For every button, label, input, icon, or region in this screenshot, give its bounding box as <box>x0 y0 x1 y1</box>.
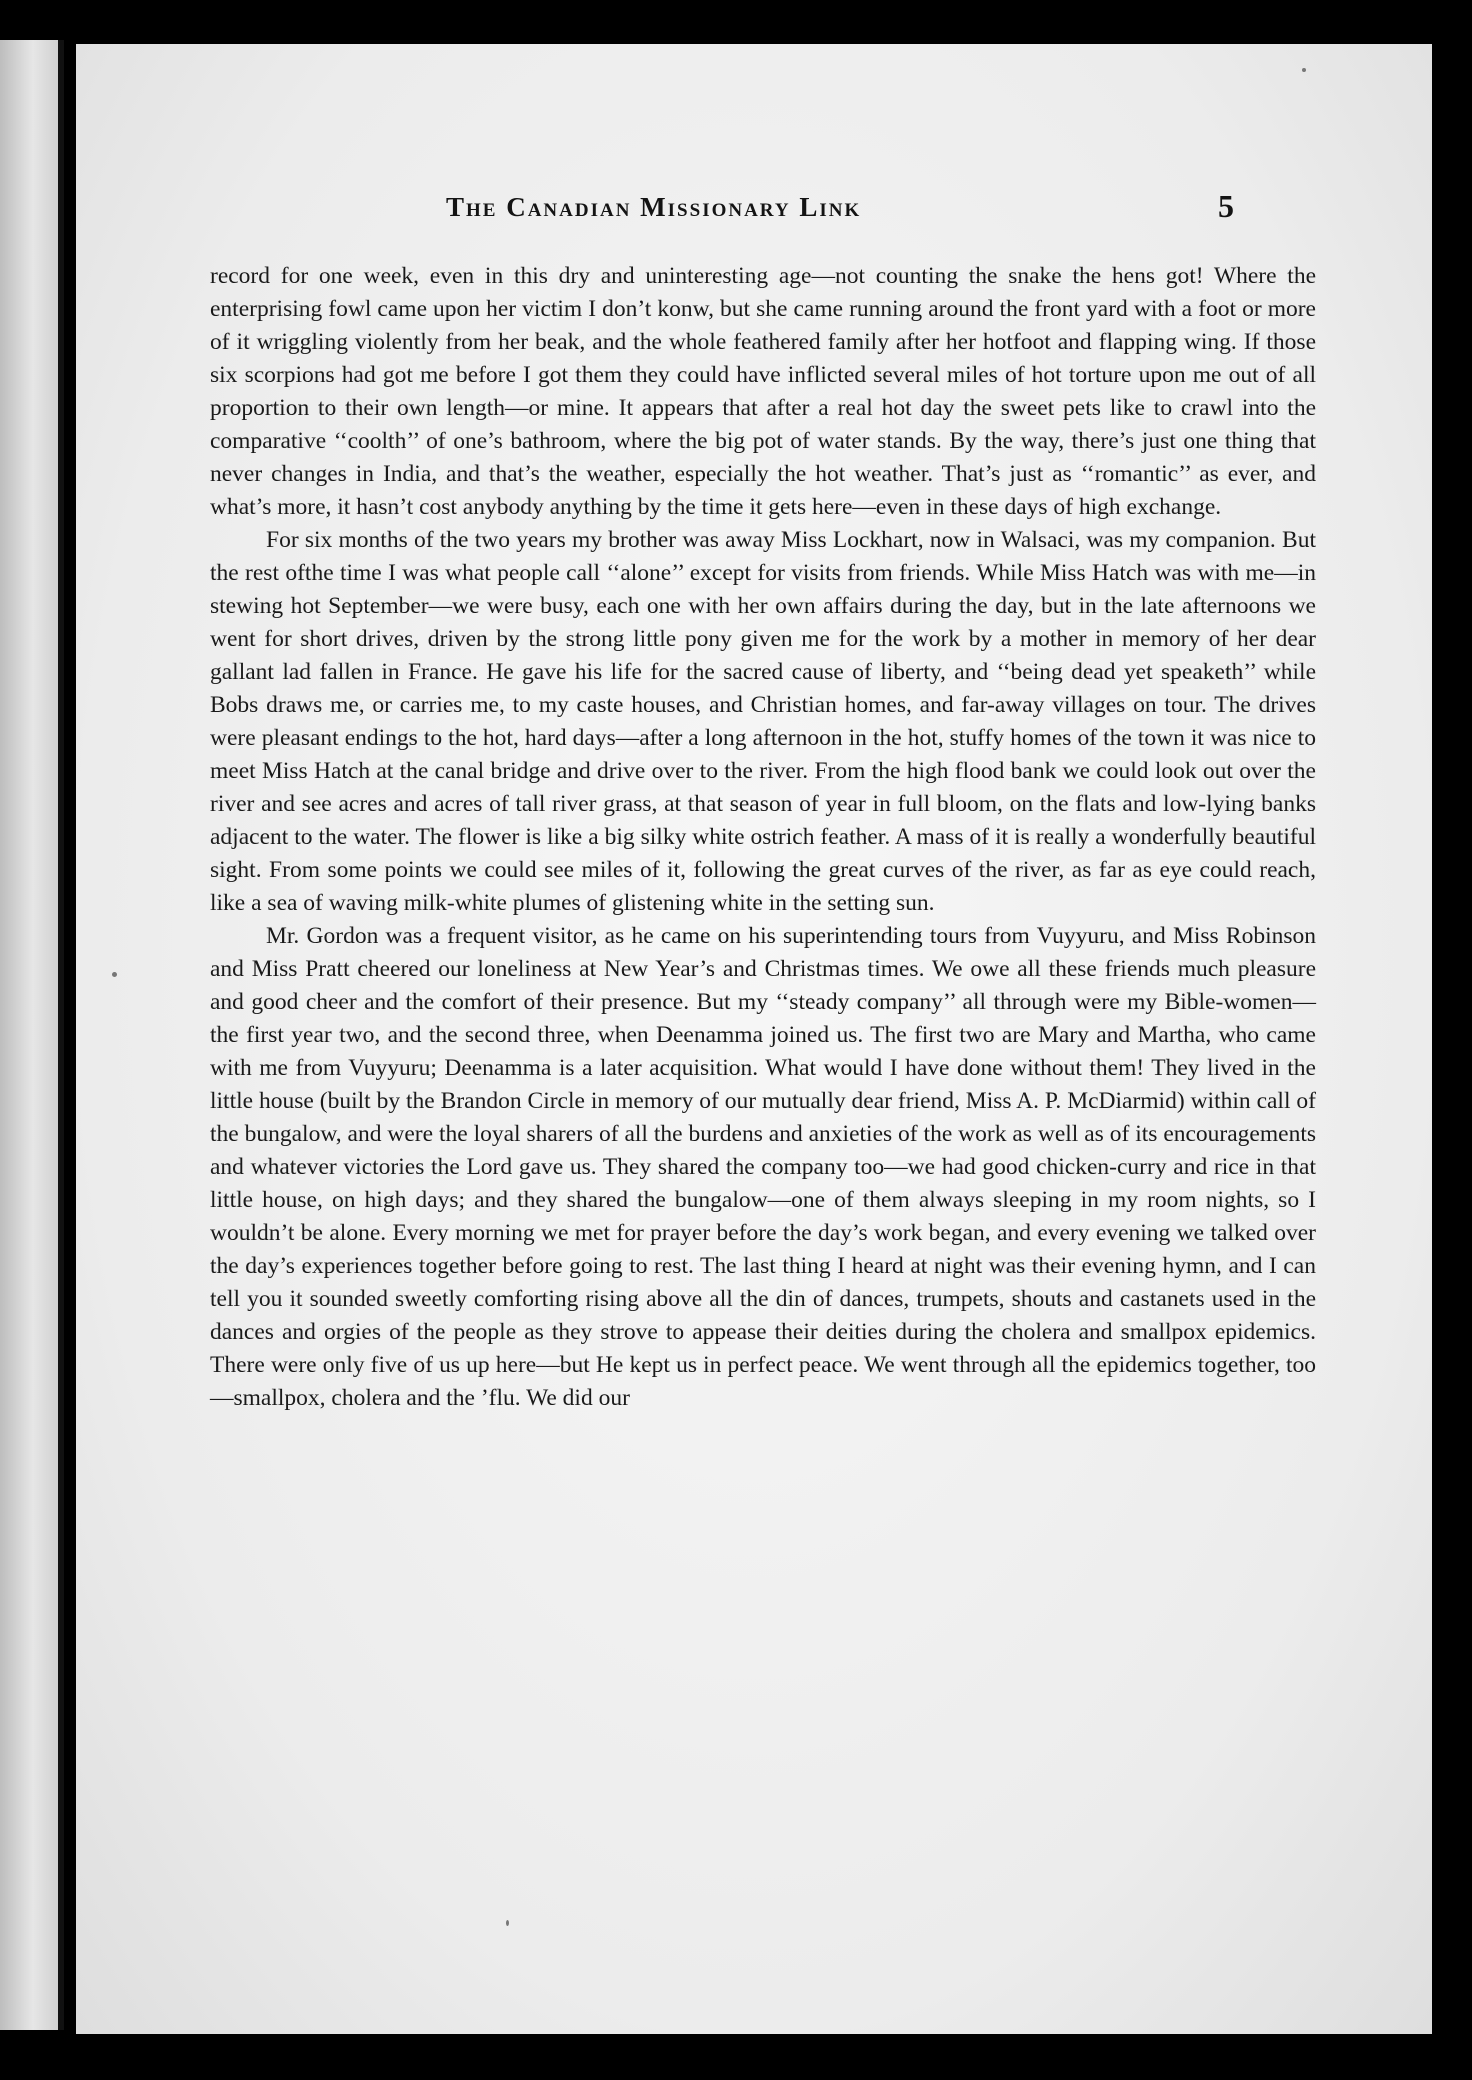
running-title: The Canadian Missionary Link <box>446 192 862 222</box>
page-number: 5 <box>1218 188 1234 224</box>
body-text <box>210 260 1316 1415</box>
page-header <box>76 188 1432 232</box>
scan-speck <box>1302 68 1306 72</box>
paragraph: For six months of the two years my brother was away Miss Lockhart, now in Walsaci, was my companion. But the rest ofthe time I was what people call ‘‘alone’’ except for visits from friends. While Miss Hatch was with me—in stewing hot September—we were busy, each one with her own affairs during the day, but in the late afternoons we went for short drives, driven by the strong little pony given me for the work by a mother in memory of her dear gallant lad fallen in France. He gave his life for the sacred cause of liberty, and ‘‘being dead yet speaketh’’ while Bobs draws me, or carries me, to my caste houses, and Christian homes, and far-away villages on tour. The drives were pleasant endings to the hot, hard days—after a long afternoon in the hot, stuffy homes of the town it was nice to meet Miss Hatch at the canal bridge and drive over to the river. From the high flood bank we could look out over the river and see acres and acres of tall river grass, at that season of year in full bloom, on the flats and low-lying banks adjacent to the water. The flower is like a big silky white ostrich feather. A mass of it is really a wonderfully beautiful sight. From some points we could see miles of it, following the great curves of the river, as far as eye could reach, like a sea of waving milk-white plumes of glistening white in the setting sun. <box>210 527 1316 916</box>
scan-speck <box>112 972 117 977</box>
page <box>76 44 1432 2034</box>
paragraph: Mr. Gordon was a frequent visitor, as he came on his superintending tours from Vuyyuru, and Miss Robinson and Miss Pratt cheered our loneliness at New Year’s and Christmas times. We owe all these friends much pleasure and good cheer and the comfort of their presence. But my ‘‘steady company’’ all through were my Bible-women—the first year two, and the second three, when Deenamma joined us. The first two are Mary and Martha, who came with me from Vuyyuru; Deenamma is a later acquisition. What would I have done without them! They lived in the little house (built by the Brandon Circle in memory of our mutually dear friend, Miss A. P. McDiarmid) within call of the bungalow, and were the loyal sharers of all the burdens and anxieties of the work as well as of its encouragements and whatever victories the Lord gave us. They shared the company too—we had good chicken-curry and rice in that little house, on high days; and they shared the bungalow—one of them always sleeping in my room nights, so I wouldn’t be alone. Every morning we met for prayer before the day’s work began, and every evening we talked over the day’s experiences together before going to rest. The last thing I heard at night was their evening hymn, and I can tell you it sounded sweetly comforting rising above all the din of dances, trumpets, shouts and castanets used in the dances and orgies of the people as they strove to appease their deities during the cholera and smallpox epidemics. There were only five of us up here—but He kept us in perfect peace. We went through all the epidemics together, too—smallpox, cholera and the ’flu. We did our <box>210 923 1316 1411</box>
scan-speck <box>506 1920 509 1926</box>
facing-page-edge <box>0 40 60 2030</box>
page-gutter <box>58 40 64 2030</box>
paragraph: record for one week, even in this dry and uninteresting age—not counting the snake the hens got! Where the enterprising fowl came upon her victim I don’t konw, but she came running around the front yard with a foot or more of it wriggling violently from her beak, and the whole feathered family after her hotfoot and flapping wing. If those six scorpions had got me before I got them they could have inflicted several miles of hot torture upon me out of all proportion to their own length—or mine. It appears that after a real hot day the sweet pets like to crawl into the comparative ‘‘coolth’’ of one’s bathroom, where the big pot of water stands. By the way, there’s just one thing that never changes in India, and that’s the weather, especially the hot weather. That’s just as ‘‘romantic’’ as ever, and what’s more, it hasn’t cost anybody anything by the time it gets here—even in these days of high exchange. <box>210 263 1316 520</box>
